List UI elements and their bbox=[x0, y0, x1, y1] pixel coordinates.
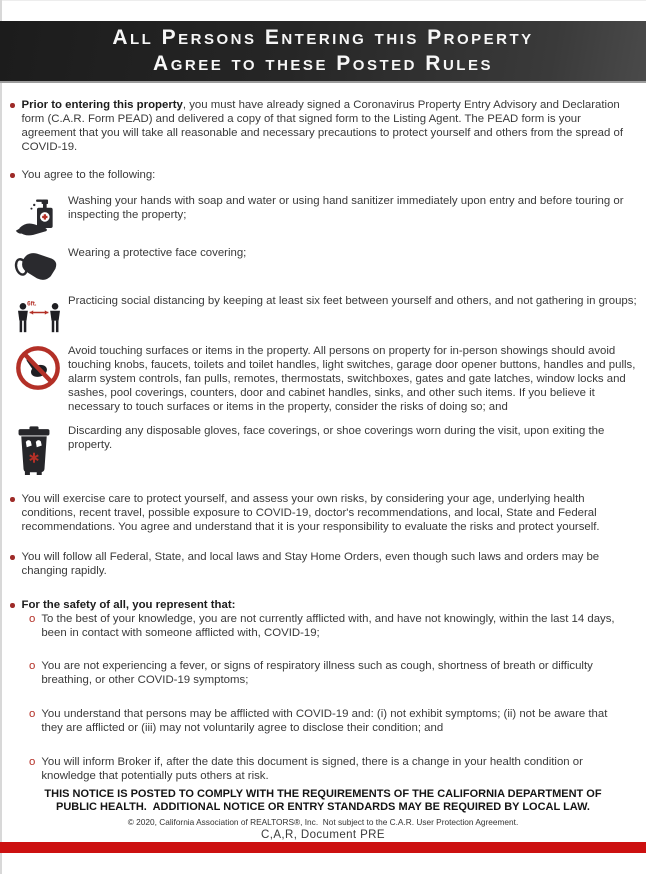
follow-laws-paragraph bbox=[0, 550, 646, 578]
follow-laws-text: You will follow all Federal, State, and local laws and Stay Home Orders, even though such laws and orders may be changing rapidly. bbox=[21, 551, 600, 577]
hand-sanitizer-icon bbox=[14, 194, 68, 238]
intro-lead: Prior to entering this property bbox=[21, 99, 183, 111]
representation-item-3-text: You understand that persons may be afflicted with COVID-19 and: (i) not exhibit symptoms; (ii) not be aware that they are afflicted or (iii) may not voluntarily agree to disclose their condition; and bbox=[41, 708, 608, 734]
intro-paragraph bbox=[0, 98, 646, 154]
rule-discarding bbox=[0, 424, 646, 476]
bullet-marker bbox=[10, 603, 15, 608]
rule-avoid-touching-text: Avoid touching surfaces or items in the property. All persons on property for in-person showings should avoid touching knobs, faucets, toilets and toilet handles, light switches, garage door opener buttons, handles and pulls, alarm system controls, fan pulls, remotes, thermostats, switchboxes, gates and gate latches, window locks and sashes, pool coverings, counters, door and cabinet handles, sinks, and other such items. If you believe it necessary to touch surfaces or items in the property, consider the risks of doing so; and bbox=[68, 345, 636, 413]
rule-discarding-text: Discarding any disposable gloves, face coverings, or shoe coverings worn during the visit, upon exiting the property. bbox=[68, 425, 605, 451]
trash-bin-icon bbox=[14, 424, 68, 476]
bullet-marker bbox=[10, 173, 15, 178]
bullet-marker bbox=[10, 555, 15, 560]
representation-item-4 bbox=[0, 755, 646, 783]
compliance-notice: THIS NOTICE IS POSTED TO COMPLY WITH THE REQUIREMENTS OF THE CALIFORNIA DEPARTMENT OF PUBLIC HEALTH. ADDITIONAL NOTICE OR ENTRY STANDARDS MAY BE REQUIRED BY LOCAL LAW. bbox=[44, 788, 605, 813]
representations-heading: For the safety of all, you represent that: bbox=[21, 599, 236, 611]
representation-item-2 bbox=[0, 659, 646, 687]
representation-item-1 bbox=[0, 612, 646, 640]
exercise-care-paragraph bbox=[0, 492, 646, 534]
rule-avoid-touching bbox=[0, 344, 646, 414]
representation-item-2-text: You are not experiencing a fever, or signs of respiratory illness such as cough, shortness of breath or difficulty breathing, or other COVID-19 symptoms; bbox=[41, 660, 593, 686]
bottom-red-bar bbox=[0, 842, 646, 853]
bullet-marker bbox=[10, 497, 15, 502]
representation-item-4-text: You will inform Broker if, after the date this document is signed, there is a change in your health condition or knowledge that potentially puts others at risk. bbox=[41, 756, 583, 782]
rule-face-covering-text: Wearing a protective face covering; bbox=[68, 247, 247, 259]
agree-line bbox=[0, 168, 646, 182]
rule-social-distancing-text: Practicing social distancing by keeping at least six feet between yourself and others, and not gathering in groups; bbox=[68, 295, 637, 307]
sub-bullet-marker: o bbox=[29, 613, 36, 625]
title-line-1: All Persons Entering this Property bbox=[112, 26, 534, 49]
six-feet-label: 6ft. bbox=[27, 300, 37, 308]
sub-bullet-marker: o bbox=[29, 708, 36, 720]
title-line-2: Agree to these Posted Rules bbox=[153, 52, 493, 75]
rule-handwashing bbox=[0, 194, 646, 238]
representations-heading-row bbox=[0, 598, 646, 612]
agree-text: You agree to the following: bbox=[21, 169, 156, 181]
rule-social-distancing bbox=[0, 294, 646, 340]
social-distance-icon bbox=[14, 294, 68, 340]
document-title-banner bbox=[0, 21, 646, 83]
no-touch-icon bbox=[14, 344, 68, 414]
sub-bullet-marker: o bbox=[29, 756, 36, 768]
exercise-care-text: You will exercise care to protect yourself, and assess your own risks, by considering your age, underlying health conditions, recent travel, possible exposure to COVID-19, doctor's recommendations, and local, State and Federal recommendations. You agree and understand that it is your responsibility to evaluate the risks and protect yourself. bbox=[21, 493, 600, 533]
intro-text: Prior to entering this property, you must have already signed a Coronavirus Property Entry Advisory and Declaration form (C.A.R. Form PEAD) and delivered a copy of that signed form to the Listing Agent. The PEAD form is your agreement that you will take all reasonable and necessary precautions to protect yourself and others from the spread of COVID-19. bbox=[21, 99, 624, 153]
rule-handwashing-text: Washing your hands with soap and water or using hand sanitizer immediately upon entry and before touring or inspecting the property; bbox=[68, 195, 624, 221]
rule-face-covering bbox=[0, 246, 646, 286]
bullet-marker bbox=[10, 103, 15, 108]
sub-bullet-marker: o bbox=[29, 660, 36, 672]
document-label: C,A,R, Document PRE bbox=[261, 829, 385, 841]
copyright-line: © 2020, California Association of REALTORS®, Inc. Not subject to the C.A.R. User Protection Agreement. bbox=[127, 817, 519, 827]
representation-item-1-text: To the best of your knowledge, you are not currently afflicted with, and have not knowingly, within the last 14 days, been in contact with someone afflicted with, COVID-19; bbox=[41, 613, 615, 639]
representation-item-3 bbox=[0, 707, 646, 735]
face-mask-icon bbox=[14, 246, 68, 286]
